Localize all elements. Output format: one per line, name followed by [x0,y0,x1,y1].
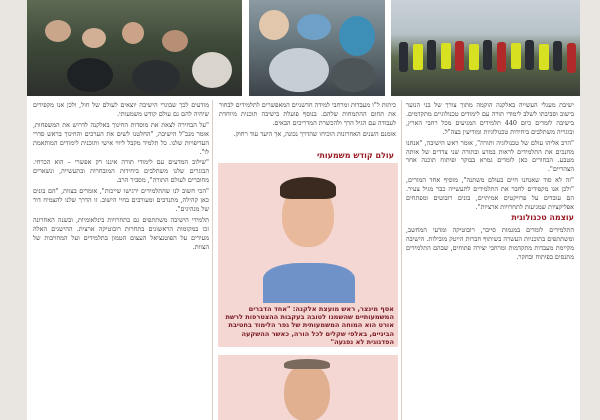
section-heading: עוצמה טכנולוגית [511,212,574,222]
photo-group [391,0,580,96]
paragraph: "על הבחירה לצאת את מוסדות החינוך באלקנה לדרוש את המשפחות, אומר מנכ"ל הישיבה, "החלטנו לשים את הערכים והחינוך בראש סדרי העדיפויות שלנו. כל תלמיד מקבל ליווי אישי ותוכנית לימודים המותאמת לו". [33,120,209,156]
paragraph: תלמידי הישיבה משתתפים גם בתחרויות בינלאומיות, ובשנה האחרונה זכו במקומות הראשונים בתחרות רובוטיקה ארצית. ההישגים האלה מעידים על הפוטנציאל העצום הטמון בתלמידים ועל המחויבות של הצוות. [33,215,209,251]
portrait-photo [263,263,355,303]
pull-quote: אסף מינצר, ראש מועצת אלקנה: "אחד הדברים המשמעותיים שהשמנו לטובה בעקבות ההצטרפות לרשת אורט הוא המוחה המשמעותית של גפר הלימוד בחטיבת הביניים, באלפי שקלים לכל הורה, כאשר ההשקעה הפדגוגית לא נפגעה" [225,305,394,346]
portrait-face [284,363,330,420]
photo-lab [249,0,385,96]
portrait-box-second [218,355,398,420]
paragraph: אומנם השנים האחרונות הוכיחו שהדרך נכונה, אך היעד עוד רחוק. [233,129,396,138]
paragraph: התלמידים לומדים במגמות סייבר, רובוטיקה ומדעי המחשב, ומשתתפים בתוכניות העשרה בשיתוף חברות הייטק מובילות. הישיבה מקיימת מעבדות מתקדמות ומרחבי יצירה פתוחים, שבהם התלמידים מתנסים בפיתוח ובחקר. [406,225,574,261]
column-right [406,101,574,420]
column-left [33,101,209,420]
paragraph: ישיבת מעגלי העשייה באלקנה הוקמה מתוך צורך של בני הנוער בישוב וסביבתו לשלב לימודי תורה עם לימודים טכנולוגיים מתקדמים. בישיבה לומדים כיום 440 תלמידים המגיעים מכל רחבי הארץ, ובוגריה משתלבים ביחידות טכנולוגיות ומודיעין בצה"ל. [406,101,574,136]
paragraph: כיתות ל"ו מעבדות ומרחבי למידה חדשניים המאפשרים לתלמידים לבחור את תחום ההתמחות שלהם. בנוסף פועלת בישיבה תוכנית מיוחדת לעבודה עם הגיל הרך ולהכשרת המדריכים הבאים. [219,101,396,127]
column-divider [401,100,402,420]
paragraph: מודעים לכך שבוגרי הישיבה יוצאים לעולם של חול, ולכן אנו מקפידים שיהיה להם גם עולם קודש משמעותי. [33,101,209,118]
section-heading: עולם קודש משמעותי [317,151,394,160]
column-middle [219,101,396,155]
paragraph: "הרב אליהו עולם של טכנולוגיה ותורה", אומר ראש הישיבה, "אנחנו מחנכים את התלמידים לראות במדע ובתורה שני צדדים של אותה מטבע. הבחורים כאן לומדים גמרא בבוקר ופיתוח תוכנה אחר הצהריים". [406,138,574,174]
paragraph: "שילוב המדעים עם לימודי תורה איננו רק אפשרי – הוא הכרחי. הבוגרים שלנו משתלבים ביחידות המובחרות ובתעשייה, ונשארים מחוברים לעולם התורה", מסביר הרב. [33,158,209,185]
portrait-hair [284,359,330,369]
paragraph: "זה לא סוד שאנחנו חיים בעולם משתנה", מוסיף אחד המורים, "ולכן אנו מקפידים לחבר את התלמידים לתעשייה כבר מגיל צעיר. הם עובדים על פרויקטים אמיתיים, בונים רובוטים ומפתחים אפליקציות שמגיעות לתחרויות ארציות". [406,176,574,211]
newspaper-page [27,0,580,420]
paragraph: "הכי חשוב לנו שהתלמידים ירגישו שייכות", אומרים בצוות, "הם בונים כאן קהילה, מתנדבים ומעורבים בחיי הישוב. זו הדרך שלנו להצמיח דור של מנהיגים". [33,187,209,213]
portrait-hair [280,177,336,199]
photo-strip [27,0,580,96]
photo-classroom [27,0,242,96]
column-divider [212,100,213,420]
